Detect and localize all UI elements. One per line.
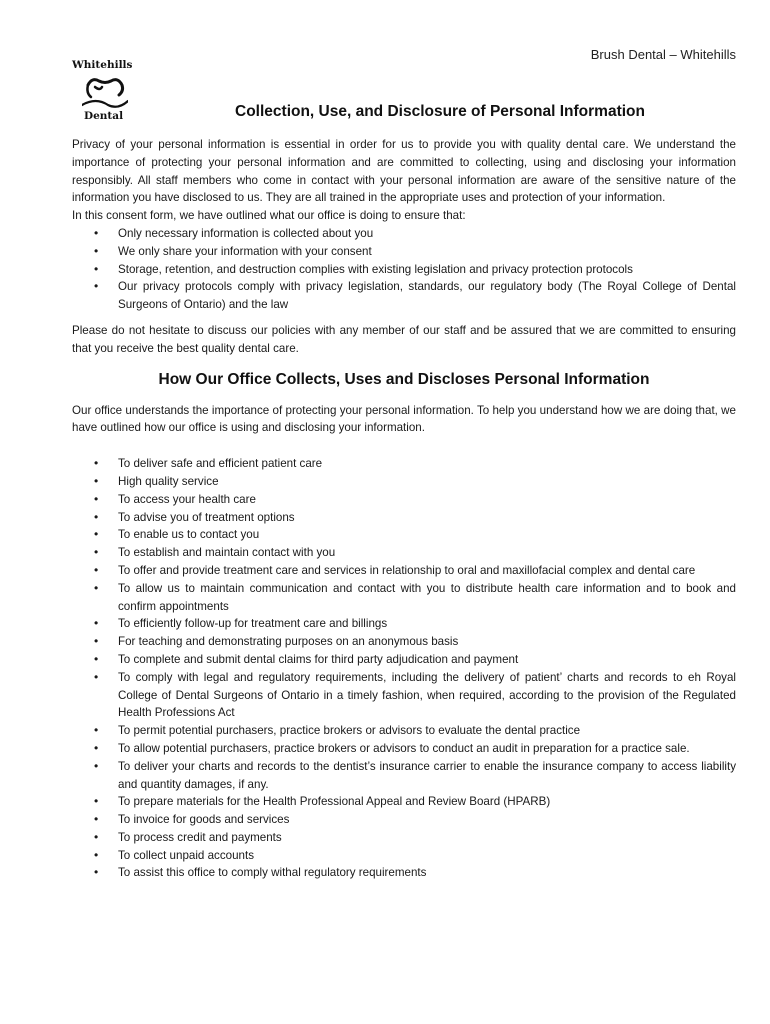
list-item: • To complete and submit dental claims for third party adjudication and payment xyxy=(72,651,736,669)
section1-closing: Please do not hesitate to discuss our policies with any member of our staff and be assured that we are committed to ensuring that you receive the best quality dental care. xyxy=(72,323,736,355)
list-item: • To offer and provide treatment care and services in relationship to oral and maxillofacial complex and dental care xyxy=(72,562,736,580)
list-item: • To comply with legal and regulatory requirements, including the delivery of patient’ charts and records to eh Royal College of Dental Surgeons of Ontario in a timely fashion, when required, according to the provision of the Regulated Health Professions Act xyxy=(72,669,736,722)
list-item: • To deliver safe and efficient patient care xyxy=(72,455,736,473)
list-item: • To process credit and payments xyxy=(72,829,736,847)
section2-intro: Our office understands the importance of protecting your personal information. To help you understand how we are doing that, we have outlined how our office is using and disclosing your information. xyxy=(72,403,736,435)
list-item: • For teaching and demonstrating purposes on an anonymous basis xyxy=(72,633,736,651)
list-item: • To assist this office to comply withal regulatory requirements xyxy=(72,864,736,882)
list-item: • To establish and maintain contact with you xyxy=(72,544,736,562)
section2-list xyxy=(72,455,736,882)
logo-top-text: Whitehills xyxy=(72,59,133,71)
section1-list xyxy=(72,225,736,314)
logo-bottom-text: Dental xyxy=(84,110,124,122)
section1-consent-lead: In this consent form, we have outlined what our office is doing to ensure that: xyxy=(72,209,466,223)
practice-header-label: Brush Dental – Whitehills xyxy=(590,47,736,62)
list-item: • To access your health care xyxy=(72,491,736,509)
list-item: • To advise you of treatment options xyxy=(72,509,736,527)
list-item: • To prepare materials for the Health Professional Appeal and Review Board (HPARB) xyxy=(72,793,736,811)
list-item: • To invoice for goods and services xyxy=(72,811,736,829)
list-item: • To efficiently follow-up for treatment care and billings xyxy=(72,615,736,633)
list-item: • Our privacy protocols comply with privacy legislation, standards, our regulatory body (The Royal College of Dental Surgeons of Ontario) and the law xyxy=(72,278,736,314)
section1-title: Collection, Use, and Disclosure of Personal Information xyxy=(235,103,645,120)
list-item: • To allow potential purchasers, practice brokers or advisors to conduct an audit in preparation for a practice sale. xyxy=(72,740,736,758)
list-item: • To deliver your charts and records to the dentist’s insurance carrier to enable the insurance company to access liability and quantity damages, if any. xyxy=(72,758,736,794)
list-item: • Only necessary information is collected about you xyxy=(72,225,736,243)
list-item: • To enable us to contact you xyxy=(72,526,736,544)
list-item: • Storage, retention, and destruction complies with existing legislation and privacy protection protocols xyxy=(72,261,736,279)
list-item: • To allow us to maintain communication and contact with you to distribute health care information and to book and confirm appointments xyxy=(72,580,736,616)
list-item: • To collect unpaid accounts xyxy=(72,847,736,865)
section1-intro: Privacy of your personal information is essential in order for us to provide you with quality dental care. We understand the importance of protecting your personal information and are committed to collecting, using and disclosing your information responsibly. All staff members who come in contact with your personal information are aware of the sensitive nature of the information you have disclosed to us. They are all trained in the appropriate uses and protection of your information. xyxy=(72,138,736,205)
list-item: • High quality service xyxy=(72,473,736,491)
document-body xyxy=(72,136,736,882)
list-item: • To permit potential purchasers, practice brokers or advisors to evaluate the dental practice xyxy=(72,722,736,740)
section2-title: How Our Office Collects, Uses and Discloses Personal Information xyxy=(158,370,650,388)
list-item: • We only share your information with your consent xyxy=(72,243,736,261)
